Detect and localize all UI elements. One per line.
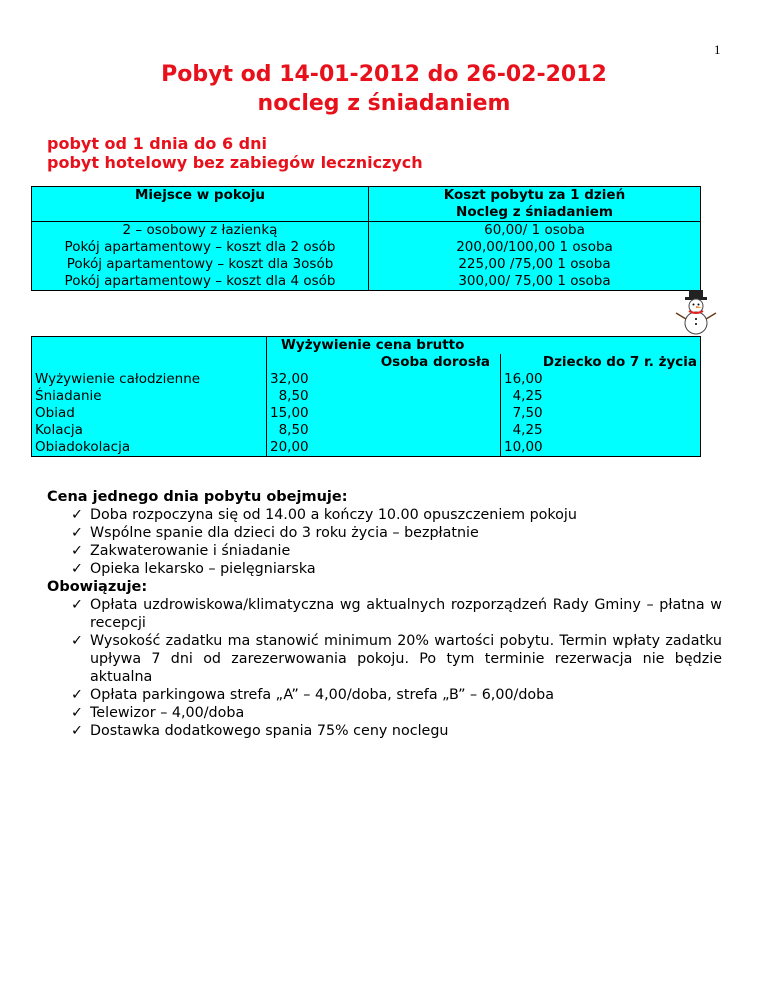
snowman-icon bbox=[674, 289, 718, 335]
obligations-heading: Obowiązuje: bbox=[47, 579, 148, 595]
meals-header-child: Dziecko do 7 r. życia bbox=[501, 354, 701, 371]
meal-child-price: 10,00 bbox=[501, 439, 701, 457]
checkmark-icon: ✓ bbox=[71, 507, 83, 523]
meals-price-table bbox=[31, 336, 701, 457]
list-item-text: Opłata uzdrowiskowa/klimatyczna wg aktualnych rozporządzeń Rady Gminy – płatna w recepcji bbox=[90, 597, 722, 631]
rooms-price-table bbox=[31, 186, 701, 291]
meal-name: Kolacja bbox=[32, 422, 267, 439]
meal-adult-price: 20,00 bbox=[267, 439, 501, 457]
meals-table-title-row bbox=[32, 337, 701, 355]
checkmark-icon: ✓ bbox=[71, 723, 83, 739]
meal-adult-price: 8,50 bbox=[267, 422, 501, 439]
list-item-text: Wspólne spanie dla dzieci do 3 roku życia – bezpłatnie bbox=[90, 525, 479, 541]
page-title bbox=[0, 60, 768, 118]
rooms-header-cost-line2: Nocleg z śniadaniem bbox=[456, 204, 613, 220]
room-type: Pokój apartamentowy – koszt dla 2 osób bbox=[32, 239, 369, 256]
list-item-text: Doba rozpoczyna się od 14.00 a kończy 10.00 opuszczeniem pokoju bbox=[90, 507, 577, 523]
checkmark-icon: ✓ bbox=[71, 543, 83, 559]
rooms-header-place: Miejsce w pokoju bbox=[32, 187, 369, 222]
rooms-table-header-row bbox=[32, 187, 701, 222]
list-item bbox=[47, 560, 722, 578]
subtitle-line-1: pobyt od 1 dnia do 6 dni bbox=[47, 134, 268, 153]
room-type: Pokój apartamentowy – koszt dla 3osób bbox=[32, 256, 369, 273]
list-item-text: Wysokość zadatku ma stanowić minimum 20% wartości pobytu. Termin wpłaty zadatku upływa 7 dni od zarezerwowania pokoju. Po tym terminie rezerwacja nie będzie aktualna bbox=[90, 633, 722, 685]
table-row bbox=[32, 388, 701, 405]
list-item-text: Opłata parkingowa strefa „A” – 4,00/doba, strefa „B” – 6,00/doba bbox=[90, 687, 555, 703]
list-item bbox=[47, 506, 722, 524]
checkmark-icon: ✓ bbox=[71, 525, 83, 541]
room-price: 60,00/ 1 osoba bbox=[369, 222, 701, 240]
table-row bbox=[32, 222, 701, 240]
room-type: 2 – osobowy z łazienką bbox=[32, 222, 369, 240]
subtitle-line-2: pobyt hotelowy bez zabiegów leczniczych bbox=[47, 153, 423, 172]
list-item-text: Zakwaterowanie i śniadanie bbox=[90, 543, 291, 559]
meal-adult-price: 8,50 bbox=[267, 388, 501, 405]
table-row bbox=[32, 439, 701, 457]
table-row bbox=[32, 239, 701, 256]
meal-name: Śniadanie bbox=[32, 388, 267, 405]
meal-adult-price: 32,00 bbox=[267, 371, 501, 388]
obligations-list bbox=[47, 596, 722, 740]
list-item bbox=[47, 596, 722, 632]
list-item-text: Telewizor – 4,00/doba bbox=[90, 705, 245, 721]
table-row bbox=[32, 422, 701, 439]
includes-list bbox=[47, 506, 722, 578]
checkmark-icon: ✓ bbox=[71, 561, 83, 577]
list-item-text: Opieka lekarsko – pielęgniarska bbox=[90, 561, 316, 577]
list-item bbox=[47, 722, 722, 740]
list-item bbox=[47, 632, 722, 686]
room-type: Pokój apartamentowy – koszt dla 4 osób bbox=[32, 273, 369, 291]
checkmark-icon: ✓ bbox=[71, 687, 83, 703]
list-item bbox=[47, 704, 722, 722]
title-line-1: Pobyt od 14-01-2012 do 26-02-2012 bbox=[161, 62, 607, 87]
meal-child-price: 4,25 bbox=[501, 422, 701, 439]
rooms-header-cost-line1: Koszt pobytu za 1 dzień bbox=[443, 187, 626, 203]
meal-child-price: 7,50 bbox=[501, 405, 701, 422]
info-section bbox=[47, 488, 722, 740]
checkmark-icon: ✓ bbox=[71, 705, 83, 721]
meals-table-title: Wyżywienie cena brutto bbox=[267, 337, 701, 355]
table-row bbox=[32, 371, 701, 388]
checkmark-icon: ✓ bbox=[71, 633, 83, 649]
meals-table-header-row bbox=[32, 354, 701, 371]
table-row bbox=[32, 273, 701, 291]
room-price: 225,00 /75,00 1 osoba bbox=[369, 256, 701, 273]
meals-header-adult: Osoba dorosła bbox=[267, 354, 501, 371]
list-item-text: Dostawka dodatkowego spania 75% ceny noclegu bbox=[90, 723, 449, 739]
checkmark-icon: ✓ bbox=[71, 597, 83, 613]
room-price: 200,00/100,00 1 osoba bbox=[369, 239, 701, 256]
table-row bbox=[32, 256, 701, 273]
list-item bbox=[47, 686, 722, 704]
list-item bbox=[47, 542, 722, 560]
room-price: 300,00/ 75,00 1 osoba bbox=[369, 273, 701, 291]
table-row bbox=[32, 405, 701, 422]
meal-adult-price: 15,00 bbox=[267, 405, 501, 422]
rooms-header-cost bbox=[369, 187, 701, 222]
title-line-2: nocleg z śniadaniem bbox=[257, 91, 511, 116]
list-item bbox=[47, 524, 722, 542]
meal-name: Wyżywienie całodzienne bbox=[32, 371, 267, 388]
meal-name: Obiad bbox=[32, 405, 267, 422]
page-number: 1 bbox=[714, 42, 721, 57]
meal-child-price: 16,00 bbox=[501, 371, 701, 388]
includes-heading: Cena jednego dnia pobytu obejmuje: bbox=[47, 489, 348, 505]
meal-child-price: 4,25 bbox=[501, 388, 701, 405]
meal-name: Obiadokolacja bbox=[32, 439, 267, 457]
